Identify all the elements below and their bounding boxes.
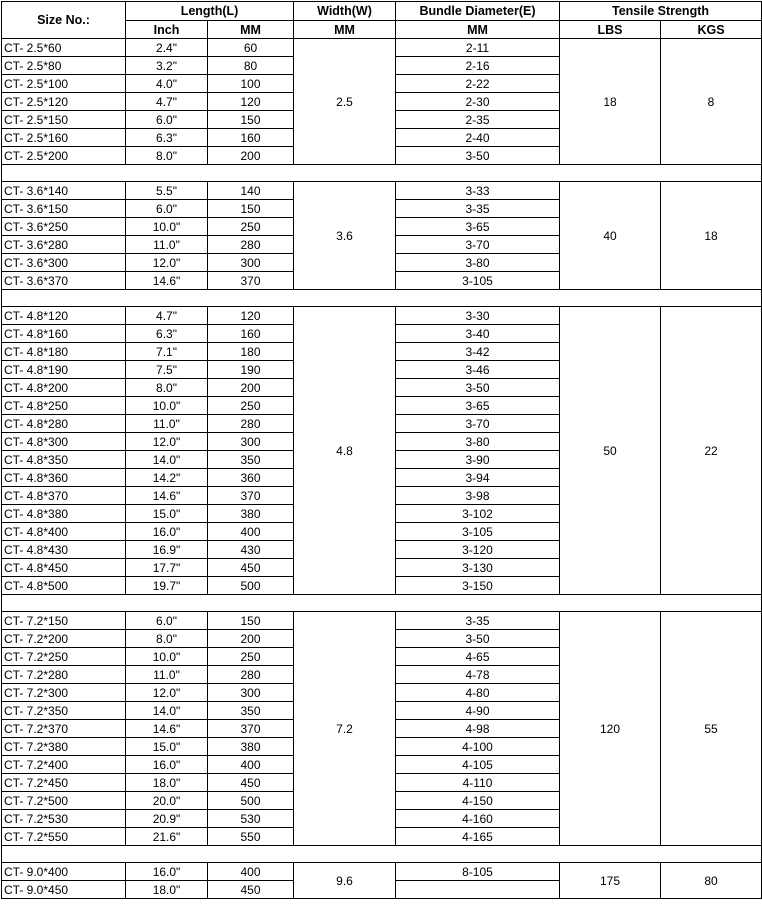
header-lbs: LBS bbox=[560, 21, 661, 39]
bundle-diameter-cell: 4-65 bbox=[396, 648, 560, 666]
length-inch-cell: 14.6" bbox=[126, 720, 208, 738]
length-inch-cell: 4.0" bbox=[126, 75, 208, 93]
bundle-diameter-cell: 3-40 bbox=[396, 325, 560, 343]
length-mm-cell: 200 bbox=[208, 147, 294, 165]
length-mm-cell: 200 bbox=[208, 630, 294, 648]
separator-cell bbox=[2, 290, 762, 307]
separator-cell bbox=[2, 846, 762, 863]
length-mm-cell: 370 bbox=[208, 272, 294, 290]
length-inch-cell: 14.6" bbox=[126, 272, 208, 290]
length-mm-cell: 120 bbox=[208, 307, 294, 325]
bundle-diameter-cell: 3-35 bbox=[396, 612, 560, 630]
size-cell: CT- 7.2*280 bbox=[2, 666, 126, 684]
length-inch-cell: 10.0" bbox=[126, 397, 208, 415]
size-cell: CT- 4.8*360 bbox=[2, 469, 126, 487]
length-mm-cell: 500 bbox=[208, 792, 294, 810]
length-inch-cell: 6.0" bbox=[126, 111, 208, 129]
table-row bbox=[2, 182, 762, 200]
length-mm-cell: 280 bbox=[208, 236, 294, 254]
size-cell: CT- 7.2*380 bbox=[2, 738, 126, 756]
length-inch-cell: 16.9" bbox=[126, 541, 208, 559]
length-inch-cell: 12.0" bbox=[126, 433, 208, 451]
bundle-diameter-cell: 3-98 bbox=[396, 487, 560, 505]
length-inch-cell: 20.9" bbox=[126, 810, 208, 828]
size-cell: CT- 2.5*100 bbox=[2, 75, 126, 93]
length-mm-cell: 250 bbox=[208, 218, 294, 236]
length-inch-cell: 7.1" bbox=[126, 343, 208, 361]
bundle-diameter-cell: 3-42 bbox=[396, 343, 560, 361]
size-cell: CT- 7.2*450 bbox=[2, 774, 126, 792]
cable-tie-spec-table bbox=[1, 1, 762, 899]
bundle-diameter-cell: 3-70 bbox=[396, 236, 560, 254]
length-inch-cell: 4.7" bbox=[126, 307, 208, 325]
bundle-diameter-cell: 2-11 bbox=[396, 39, 560, 57]
group-separator bbox=[2, 595, 762, 612]
size-cell: CT- 4.8*400 bbox=[2, 523, 126, 541]
length-inch-cell: 14.0" bbox=[126, 702, 208, 720]
size-cell: CT- 4.8*190 bbox=[2, 361, 126, 379]
bundle-diameter-cell: 3-33 bbox=[396, 182, 560, 200]
length-inch-cell: 20.0" bbox=[126, 792, 208, 810]
size-cell: CT- 4.8*300 bbox=[2, 433, 126, 451]
bundle-diameter-cell: 4-90 bbox=[396, 702, 560, 720]
size-cell: CT- 3.6*150 bbox=[2, 200, 126, 218]
size-cell: CT- 4.8*350 bbox=[2, 451, 126, 469]
length-mm-cell: 430 bbox=[208, 541, 294, 559]
length-inch-cell: 8.0" bbox=[126, 147, 208, 165]
tensile-kgs-cell: 55 bbox=[661, 612, 762, 846]
length-inch-cell: 3.2" bbox=[126, 57, 208, 75]
group-separator bbox=[2, 165, 762, 182]
bundle-diameter-cell: 3-80 bbox=[396, 254, 560, 272]
size-cell: CT- 2.5*160 bbox=[2, 129, 126, 147]
length-mm-cell: 300 bbox=[208, 433, 294, 451]
size-cell: CT- 7.2*350 bbox=[2, 702, 126, 720]
length-inch-cell: 8.0" bbox=[126, 630, 208, 648]
length-inch-cell: 11.0" bbox=[126, 236, 208, 254]
length-mm-cell: 370 bbox=[208, 720, 294, 738]
bundle-diameter-cell: 4-150 bbox=[396, 792, 560, 810]
bundle-diameter-cell bbox=[396, 881, 560, 899]
table-row bbox=[2, 612, 762, 630]
bundle-diameter-cell: 3-105 bbox=[396, 272, 560, 290]
size-cell: CT- 9.0*400 bbox=[2, 863, 126, 881]
length-inch-cell: 4.7" bbox=[126, 93, 208, 111]
table-row bbox=[2, 39, 762, 57]
length-mm-cell: 550 bbox=[208, 828, 294, 846]
size-cell: CT- 3.6*250 bbox=[2, 218, 126, 236]
size-cell: CT- 3.6*140 bbox=[2, 182, 126, 200]
length-mm-cell: 400 bbox=[208, 756, 294, 774]
bundle-diameter-cell: 3-80 bbox=[396, 433, 560, 451]
size-cell: CT- 7.2*370 bbox=[2, 720, 126, 738]
length-mm-cell: 150 bbox=[208, 200, 294, 218]
bundle-diameter-cell: 4-165 bbox=[396, 828, 560, 846]
length-mm-cell: 160 bbox=[208, 325, 294, 343]
size-cell: CT- 2.5*60 bbox=[2, 39, 126, 57]
width-mm-cell: 7.2 bbox=[294, 612, 396, 846]
size-cell: CT- 4.8*380 bbox=[2, 505, 126, 523]
width-mm-cell: 3.6 bbox=[294, 182, 396, 290]
length-inch-cell: 14.2" bbox=[126, 469, 208, 487]
length-inch-cell: 19.7" bbox=[126, 577, 208, 595]
tensile-lbs-cell: 40 bbox=[560, 182, 661, 290]
header-size-no: Size No.: bbox=[2, 2, 126, 39]
length-mm-cell: 150 bbox=[208, 612, 294, 630]
length-inch-cell: 16.0" bbox=[126, 523, 208, 541]
length-mm-cell: 280 bbox=[208, 415, 294, 433]
length-mm-cell: 530 bbox=[208, 810, 294, 828]
length-inch-cell: 15.0" bbox=[126, 505, 208, 523]
bundle-diameter-cell: 2-22 bbox=[396, 75, 560, 93]
tensile-lbs-cell: 120 bbox=[560, 612, 661, 846]
bundle-diameter-cell: 3-105 bbox=[396, 523, 560, 541]
separator-cell bbox=[2, 165, 762, 182]
header-tensile-strength: Tensile Strength bbox=[560, 2, 762, 21]
length-mm-cell: 150 bbox=[208, 111, 294, 129]
length-inch-cell: 8.0" bbox=[126, 379, 208, 397]
size-cell: CT- 7.2*150 bbox=[2, 612, 126, 630]
table-body bbox=[2, 39, 762, 899]
length-mm-cell: 350 bbox=[208, 451, 294, 469]
bundle-diameter-cell: 3-150 bbox=[396, 577, 560, 595]
length-mm-cell: 380 bbox=[208, 738, 294, 756]
length-mm-cell: 140 bbox=[208, 182, 294, 200]
length-inch-cell: 7.5" bbox=[126, 361, 208, 379]
bundle-diameter-cell: 3-65 bbox=[396, 218, 560, 236]
size-cell: CT- 4.8*200 bbox=[2, 379, 126, 397]
bundle-diameter-cell: 4-80 bbox=[396, 684, 560, 702]
length-mm-cell: 380 bbox=[208, 505, 294, 523]
bundle-diameter-cell: 3-102 bbox=[396, 505, 560, 523]
header-length-mm: MM bbox=[208, 21, 294, 39]
length-inch-cell: 6.3" bbox=[126, 129, 208, 147]
length-mm-cell: 370 bbox=[208, 487, 294, 505]
header-width: Width(W) bbox=[294, 2, 396, 21]
length-inch-cell: 21.6" bbox=[126, 828, 208, 846]
header-width-mm: MM bbox=[294, 21, 396, 39]
length-mm-cell: 450 bbox=[208, 774, 294, 792]
bundle-diameter-cell: 4-98 bbox=[396, 720, 560, 738]
size-cell: CT- 7.2*530 bbox=[2, 810, 126, 828]
header-bundle-mm: MM bbox=[396, 21, 560, 39]
tensile-lbs-cell: 50 bbox=[560, 307, 661, 595]
size-cell: CT- 9.0*450 bbox=[2, 881, 126, 899]
table-header bbox=[2, 2, 762, 39]
header-bundle-diameter: Bundle Diameter(E) bbox=[396, 2, 560, 21]
length-inch-cell: 6.0" bbox=[126, 200, 208, 218]
tensile-lbs-cell: 18 bbox=[560, 39, 661, 165]
table-row bbox=[2, 307, 762, 325]
separator-cell bbox=[2, 595, 762, 612]
table-row bbox=[2, 863, 762, 881]
length-mm-cell: 300 bbox=[208, 684, 294, 702]
length-mm-cell: 190 bbox=[208, 361, 294, 379]
length-mm-cell: 400 bbox=[208, 523, 294, 541]
length-inch-cell: 17.7" bbox=[126, 559, 208, 577]
length-inch-cell: 16.0" bbox=[126, 863, 208, 881]
length-inch-cell: 14.0" bbox=[126, 451, 208, 469]
bundle-diameter-cell: 3-70 bbox=[396, 415, 560, 433]
length-inch-cell: 6.3" bbox=[126, 325, 208, 343]
length-mm-cell: 300 bbox=[208, 254, 294, 272]
bundle-diameter-cell: 2-35 bbox=[396, 111, 560, 129]
length-mm-cell: 100 bbox=[208, 75, 294, 93]
group-separator bbox=[2, 290, 762, 307]
bundle-diameter-cell: 3-46 bbox=[396, 361, 560, 379]
size-cell: CT- 4.8*500 bbox=[2, 577, 126, 595]
length-mm-cell: 120 bbox=[208, 93, 294, 111]
bundle-diameter-cell: 2-16 bbox=[396, 57, 560, 75]
bundle-diameter-cell: 3-50 bbox=[396, 147, 560, 165]
bundle-diameter-cell: 2-30 bbox=[396, 93, 560, 111]
length-inch-cell: 12.0" bbox=[126, 684, 208, 702]
length-mm-cell: 280 bbox=[208, 666, 294, 684]
length-inch-cell: 11.0" bbox=[126, 415, 208, 433]
bundle-diameter-cell: 2-40 bbox=[396, 129, 560, 147]
bundle-diameter-cell: 8-105 bbox=[396, 863, 560, 881]
width-mm-cell: 9.6 bbox=[294, 863, 396, 899]
header-inch: Inch bbox=[126, 21, 208, 39]
length-mm-cell: 160 bbox=[208, 129, 294, 147]
length-mm-cell: 80 bbox=[208, 57, 294, 75]
size-cell: CT- 4.8*120 bbox=[2, 307, 126, 325]
size-cell: CT- 2.5*120 bbox=[2, 93, 126, 111]
bundle-diameter-cell: 4-160 bbox=[396, 810, 560, 828]
length-mm-cell: 450 bbox=[208, 881, 294, 899]
size-cell: CT- 4.8*280 bbox=[2, 415, 126, 433]
header-kgs: KGS bbox=[661, 21, 762, 39]
length-mm-cell: 500 bbox=[208, 577, 294, 595]
bundle-diameter-cell: 3-50 bbox=[396, 630, 560, 648]
size-cell: CT- 4.8*430 bbox=[2, 541, 126, 559]
length-inch-cell: 5.5" bbox=[126, 182, 208, 200]
size-cell: CT- 7.2*300 bbox=[2, 684, 126, 702]
tensile-kgs-cell: 8 bbox=[661, 39, 762, 165]
size-cell: CT- 4.8*180 bbox=[2, 343, 126, 361]
length-inch-cell: 2.4" bbox=[126, 39, 208, 57]
size-cell: CT- 7.2*500 bbox=[2, 792, 126, 810]
size-cell: CT- 2.5*150 bbox=[2, 111, 126, 129]
length-inch-cell: 6.0" bbox=[126, 612, 208, 630]
bundle-diameter-cell: 3-90 bbox=[396, 451, 560, 469]
size-cell: CT- 3.6*280 bbox=[2, 236, 126, 254]
bundle-diameter-cell: 3-50 bbox=[396, 379, 560, 397]
size-cell: CT- 7.2*400 bbox=[2, 756, 126, 774]
length-inch-cell: 18.0" bbox=[126, 774, 208, 792]
tensile-lbs-cell: 175 bbox=[560, 863, 661, 899]
size-cell: CT- 2.5*200 bbox=[2, 147, 126, 165]
bundle-diameter-cell: 3-94 bbox=[396, 469, 560, 487]
width-mm-cell: 4.8 bbox=[294, 307, 396, 595]
length-inch-cell: 18.0" bbox=[126, 881, 208, 899]
length-mm-cell: 60 bbox=[208, 39, 294, 57]
bundle-diameter-cell: 4-105 bbox=[396, 756, 560, 774]
bundle-diameter-cell: 3-35 bbox=[396, 200, 560, 218]
bundle-diameter-cell: 3-65 bbox=[396, 397, 560, 415]
length-inch-cell: 10.0" bbox=[126, 648, 208, 666]
size-cell: CT- 2.5*80 bbox=[2, 57, 126, 75]
size-cell: CT- 4.8*160 bbox=[2, 325, 126, 343]
length-mm-cell: 360 bbox=[208, 469, 294, 487]
bundle-diameter-cell: 3-30 bbox=[396, 307, 560, 325]
length-inch-cell: 16.0" bbox=[126, 756, 208, 774]
width-mm-cell: 2.5 bbox=[294, 39, 396, 165]
size-cell: CT- 4.8*370 bbox=[2, 487, 126, 505]
header-length: Length(L) bbox=[126, 2, 294, 21]
bundle-diameter-cell: 4-100 bbox=[396, 738, 560, 756]
bundle-diameter-cell: 4-78 bbox=[396, 666, 560, 684]
length-inch-cell: 12.0" bbox=[126, 254, 208, 272]
length-mm-cell: 450 bbox=[208, 559, 294, 577]
size-cell: CT- 4.8*250 bbox=[2, 397, 126, 415]
length-mm-cell: 400 bbox=[208, 863, 294, 881]
length-mm-cell: 350 bbox=[208, 702, 294, 720]
bundle-diameter-cell: 4-110 bbox=[396, 774, 560, 792]
length-inch-cell: 11.0" bbox=[126, 666, 208, 684]
length-inch-cell: 14.6" bbox=[126, 487, 208, 505]
length-inch-cell: 10.0" bbox=[126, 218, 208, 236]
tensile-kgs-cell: 18 bbox=[661, 182, 762, 290]
group-separator bbox=[2, 846, 762, 863]
size-cell: CT- 4.8*450 bbox=[2, 559, 126, 577]
tensile-kgs-cell: 22 bbox=[661, 307, 762, 595]
length-mm-cell: 250 bbox=[208, 648, 294, 666]
tensile-kgs-cell: 80 bbox=[661, 863, 762, 899]
size-cell: CT- 7.2*200 bbox=[2, 630, 126, 648]
length-mm-cell: 180 bbox=[208, 343, 294, 361]
bundle-diameter-cell: 3-120 bbox=[396, 541, 560, 559]
bundle-diameter-cell: 3-130 bbox=[396, 559, 560, 577]
length-mm-cell: 200 bbox=[208, 379, 294, 397]
size-cell: CT- 7.2*250 bbox=[2, 648, 126, 666]
size-cell: CT- 7.2*550 bbox=[2, 828, 126, 846]
size-cell: CT- 3.6*300 bbox=[2, 254, 126, 272]
length-inch-cell: 15.0" bbox=[126, 738, 208, 756]
size-cell: CT- 3.6*370 bbox=[2, 272, 126, 290]
length-mm-cell: 250 bbox=[208, 397, 294, 415]
